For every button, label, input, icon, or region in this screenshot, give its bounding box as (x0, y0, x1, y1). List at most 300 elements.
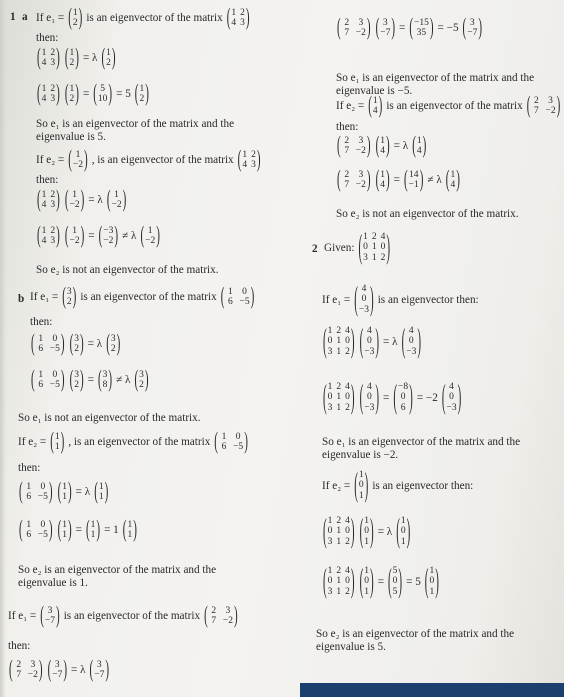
matrix-entry: 3 (102, 370, 108, 380)
vector (122, 517, 138, 544)
rhs-label: = λ (71, 664, 86, 677)
rhs-label: = λ (377, 525, 393, 538)
rhs-label: ≠ λ (116, 374, 131, 387)
left-paren: ( (462, 15, 467, 42)
matrix-entry: 5 (392, 586, 398, 597)
matrix-entry: 1 (106, 48, 111, 58)
matrix-entry: −3 (358, 304, 370, 315)
concl-c2-2: eigenvalue is 5. (316, 641, 386, 653)
matrix-entry: 7 (534, 106, 539, 117)
matrix-entry: 4 (408, 326, 414, 336)
right-paren: ) (350, 323, 355, 361)
matrix (336, 167, 372, 194)
matrix-entry: 1 (62, 530, 67, 541)
matrix-entry: 6 (26, 492, 32, 503)
eq-c1-2 (322, 379, 462, 417)
left-paren: ( (401, 323, 406, 361)
matrix-cells (24, 482, 48, 503)
matrix-entry: 0 (52, 370, 58, 380)
result-vector (392, 379, 413, 417)
matrix-entry: 3 (358, 136, 364, 146)
matrix-entry: 2 (66, 297, 72, 308)
matrix-entry: 1 (114, 190, 119, 200)
matrix (30, 331, 66, 358)
right-paren: ) (60, 367, 65, 394)
right-paren: ) (366, 133, 371, 160)
matrix-entry: 5 (100, 84, 106, 94)
left-paren: ( (526, 93, 531, 120)
vector (359, 323, 380, 361)
matrix-entry: 2 (139, 94, 145, 105)
matrix-entry: 2 (345, 536, 350, 547)
matrix-entry: 3 (66, 287, 72, 297)
stmt-lead: If e₁ = (36, 12, 65, 25)
vector (353, 281, 374, 319)
left-paren: ( (31, 367, 35, 394)
matrix-entry: 0 (366, 336, 372, 347)
stmt-tail: is an eigenvector of the matrix (63, 610, 201, 623)
matrix-cells (42, 84, 56, 105)
matrix-3x3 (322, 323, 356, 361)
left-paren: ( (69, 367, 74, 394)
matrix-entry: 7 (16, 670, 22, 681)
matrix-entry: 1 (127, 530, 133, 541)
matrix-entry: 4 (345, 516, 350, 526)
matrix-entry: 1 (147, 226, 153, 236)
matrix (203, 603, 239, 630)
matrix-entry: 6 (228, 297, 233, 308)
left-paren: ( (40, 603, 44, 630)
matrix-entry: 2 (69, 58, 75, 69)
matrix-entry: 6 (400, 402, 406, 413)
matrix-entry: 1 (26, 482, 32, 492)
matrix-cells (364, 382, 374, 413)
matrix-entry: 6 (38, 344, 44, 355)
matrix-entry: 4 (41, 94, 47, 105)
matrix-entry: 4 (372, 106, 378, 117)
left-paren: ( (9, 657, 13, 684)
left-paren: ( (89, 657, 94, 684)
matrix-entry: 3 (74, 370, 79, 380)
matrix-entry: 1 (336, 586, 342, 597)
matrix-entry: 1 (72, 190, 77, 200)
left-paren: ( (64, 81, 69, 108)
matrix-entry: 6 (221, 442, 227, 453)
vector (462, 15, 483, 42)
eq-b4-2 (336, 167, 461, 194)
stmt-b2 (18, 429, 249, 456)
left-paren: ( (101, 45, 106, 72)
left-paren: ( (97, 367, 102, 394)
stmt-lead: If e₂ = (18, 436, 47, 449)
right-paren: ) (84, 147, 88, 174)
right-paren: ) (385, 167, 390, 194)
matrix-entry: 8 (102, 380, 108, 391)
matrix-entry: 2 (345, 346, 350, 357)
matrix-cells (70, 190, 80, 211)
matrix-entry: 3 (327, 586, 333, 597)
matrix-entry: 1 (139, 84, 145, 94)
matrix-entry: 1 (364, 586, 370, 597)
right-paren: ) (406, 513, 411, 551)
matrix-cells (36, 370, 60, 391)
matrix-entry: 1 (62, 520, 67, 530)
matrix-entry: 1 (221, 432, 227, 442)
concl-b3-1: So e₁ is an eigenvector of the matrix and the (336, 72, 535, 84)
matrix-entry: 1 (429, 586, 435, 597)
left-paren: ( (85, 517, 90, 544)
matrix-entry: 0 (327, 576, 333, 587)
stmt-lead: If e₂ = (322, 479, 351, 492)
right-paren: ) (75, 81, 79, 108)
matrix-entry: 3 (50, 94, 56, 105)
concl-c2-1: So e₂ is an eigenvector of the matrix and the (316, 628, 515, 640)
matrix-cells (42, 226, 56, 247)
matrix-entry: 3 (96, 660, 102, 670)
rhs-label: = 5 (406, 575, 421, 588)
right-paren: ) (133, 517, 137, 544)
matrix-entry: 2 (50, 190, 56, 200)
concl-a1-2: eigenvalue is 5. (36, 131, 106, 143)
matrix-entry: 1 (69, 84, 75, 94)
matrix-entry: 1 (364, 516, 370, 526)
rhs-label: ≠ λ (427, 174, 442, 187)
right-paren: ) (104, 479, 109, 506)
vector (375, 15, 396, 42)
equals: = (377, 575, 384, 588)
result-vector (92, 81, 113, 108)
matrix-entry: 1 (98, 482, 104, 492)
matrix-entry: 0 (392, 576, 398, 587)
matrix (8, 657, 44, 684)
matrix-cells (98, 84, 108, 105)
left-paren: ( (37, 45, 41, 72)
matrix-entry: 2 (336, 566, 342, 576)
matrix-entry: 0 (345, 392, 350, 403)
matrix-cells (328, 516, 350, 547)
right-paren: ) (72, 284, 77, 311)
vector (441, 379, 462, 417)
matrix-cells (73, 150, 83, 171)
matrix-entry: 3 (469, 18, 475, 28)
matrix-cells (209, 606, 233, 627)
matrix-entry: 4 (380, 180, 385, 191)
matrix-entry: −2 (69, 200, 80, 211)
left-paren: ( (50, 429, 54, 456)
vector (106, 187, 127, 214)
right-paren: ) (419, 167, 424, 194)
matrix-entry: 2 (344, 170, 350, 180)
matrix-entry: 7 (344, 180, 350, 191)
vector (67, 147, 88, 174)
matrix-cells (94, 660, 104, 681)
left-paren: ( (57, 517, 62, 544)
matrix-entry: 1 (400, 536, 406, 547)
matrix-entry: 1 (54, 432, 60, 442)
left-paren: ( (93, 81, 97, 108)
left-paren: ( (220, 284, 225, 311)
rhs-label: ≠ λ (122, 230, 137, 243)
left-paren: ( (375, 167, 380, 194)
matrix-entry: 1 (90, 520, 96, 530)
matrix-entry: 1 (364, 566, 370, 576)
vector (375, 167, 391, 194)
eq-b4-1 (336, 133, 427, 160)
matrix-cells (328, 382, 350, 413)
matrix-entry: −2 (27, 670, 38, 681)
matrix-cells (24, 520, 48, 541)
stmt-b3 (8, 603, 239, 630)
matrix-entry: 0 (40, 520, 46, 530)
left-paren: ( (37, 187, 41, 214)
matrix-entry: 1 (72, 8, 78, 18)
vector (395, 513, 411, 551)
matrix-entry: 5 (392, 566, 398, 576)
right-paren: ) (350, 563, 355, 601)
right-paren: ) (56, 603, 60, 630)
stmt-a2 (36, 147, 262, 174)
left-paren: ( (68, 147, 72, 174)
stmt-b1 (30, 284, 255, 311)
left-paren: ( (412, 133, 416, 160)
matrix-entry: −3 (364, 346, 375, 357)
left-paren: ( (358, 229, 363, 267)
stmt-lead: If e₂ = (336, 100, 365, 113)
vector (105, 331, 121, 358)
matrix-entry: 1 (429, 566, 435, 576)
left-paren: ( (106, 187, 111, 214)
concl-b4: So e₂ is not an eigenvector of the matrix. (336, 208, 519, 220)
matrix-cells (70, 226, 80, 247)
rhs-label: = 1 (104, 524, 119, 537)
matrix-entry: 1 (327, 566, 333, 576)
matrix-entry: 4 (366, 382, 372, 392)
right-paren: ) (370, 563, 374, 601)
matrix-entry: 2 (371, 232, 377, 242)
matrix-entry: 1 (41, 84, 47, 94)
left-paren: ( (37, 81, 41, 108)
vector (57, 479, 73, 506)
matrix-entry: 1 (336, 346, 342, 357)
right-paren: ) (435, 563, 439, 601)
rhs-label: = −2 (416, 391, 438, 404)
left-paren: ( (98, 223, 103, 250)
equals: = (82, 88, 90, 101)
matrix-entry: −5 (233, 442, 244, 453)
left-paren: ( (354, 281, 358, 319)
matrix-entry: 2 (380, 252, 386, 263)
matrix-entry: 1 (69, 48, 75, 58)
left-paren: ( (226, 5, 231, 32)
matrix-entry: 1 (336, 402, 342, 413)
left-paren: ( (122, 517, 127, 544)
matrix-cells (414, 18, 429, 39)
rhs-label: = λ (75, 486, 91, 499)
left-paren: ( (134, 81, 139, 108)
concl-b2-1: So e₂ is an eigenvector of the matrix and the (18, 564, 217, 576)
right-paren: ) (60, 331, 65, 358)
matrix-entry: −2 (355, 28, 366, 39)
left-paren: ( (375, 133, 380, 160)
matrix-entry: 1 (416, 136, 422, 146)
matrix-entry: 2 (110, 344, 116, 355)
left-paren: ( (424, 563, 429, 601)
matrix-entry: 1 (54, 442, 60, 453)
matrix-entry: 2 (336, 326, 342, 336)
matrix-entry: 2 (336, 516, 342, 526)
matrix-entry: 3 (54, 660, 60, 670)
matrix-entry: 1 (380, 170, 385, 180)
vector (359, 513, 375, 551)
matrix-entry: −15 (414, 18, 429, 28)
matrix (336, 15, 372, 42)
right-paren: ) (256, 147, 261, 174)
matrix-cells (52, 660, 62, 681)
right-paren: ) (80, 187, 85, 214)
matrix-entry: 14 (408, 170, 419, 180)
right-paren: ) (386, 229, 391, 267)
eq-a2-2 (36, 223, 161, 250)
right-paren: ) (350, 379, 355, 417)
vector (64, 223, 85, 250)
right-paren: ) (398, 563, 403, 601)
stmt-lead: If e₂ = (36, 154, 65, 167)
matrix-entry: 2 (74, 380, 79, 391)
matrix-entry: 4 (380, 232, 386, 242)
left-paren: ( (140, 223, 145, 250)
vector (93, 479, 109, 506)
matrix-entry: 7 (211, 616, 217, 627)
rhs-label: = λ (383, 335, 398, 348)
equals: = (399, 22, 406, 35)
matrix-entry: 1 (62, 492, 67, 503)
matrix-cells (342, 170, 366, 191)
eq-b3-1 (8, 657, 110, 684)
right-paren: ) (79, 331, 84, 358)
eq-b2-2 (18, 517, 138, 544)
matrix-cells (363, 232, 385, 263)
matrix-entry: 3 (327, 402, 333, 413)
right-paren: ) (375, 379, 380, 417)
matrix-cells (103, 226, 113, 247)
matrix-entry: 1 (363, 232, 368, 242)
matrix-entry: 35 (416, 28, 427, 39)
matrix-cells (380, 18, 390, 39)
left-paren: ( (359, 323, 364, 361)
matrix-entry: 2 (74, 344, 79, 355)
rhs-label: = λ (87, 338, 103, 351)
matrix-entry: 1 (90, 530, 96, 541)
right-paren: ) (385, 133, 390, 160)
matrix-entry: 4 (242, 160, 248, 171)
matrix-entry: −7 (94, 670, 105, 681)
rhs-label: = λ (82, 52, 98, 65)
vector (401, 323, 422, 361)
left-paren: ( (47, 657, 52, 684)
right-paren: ) (456, 167, 460, 194)
eq-b3-2 (336, 15, 483, 42)
matrix-entry: 1 (38, 334, 44, 344)
left-paren: ( (359, 513, 364, 551)
vector (134, 81, 150, 108)
right-paren: ) (350, 513, 355, 551)
left-paren: ( (388, 563, 392, 601)
right-paren: ) (114, 223, 119, 250)
matrix-entry: 2 (72, 18, 78, 29)
matrix-entry: 4 (345, 326, 350, 336)
matrix-entry: −2 (355, 146, 366, 157)
matrix-entry: 2 (336, 382, 342, 392)
eq-b1-2 (30, 367, 150, 394)
matrix-entry: −5 (37, 492, 48, 503)
eq-b2-1 (18, 479, 109, 506)
matrix-entry: 0 (361, 294, 367, 305)
matrix-entry: 1 (62, 482, 67, 492)
concl-b2-2: eigenvalue is 1. (18, 577, 88, 589)
right-paren: ) (78, 5, 83, 32)
vector (61, 284, 77, 311)
left-paren: ( (64, 45, 69, 72)
matrix-entry: 4 (345, 382, 350, 392)
matrix-entry: −2 (72, 160, 84, 171)
right-paren: ) (105, 657, 109, 684)
left-paren: ( (37, 223, 41, 250)
vector (424, 563, 440, 601)
matrix-entry: 3 (139, 370, 144, 380)
left-paren: ( (323, 513, 327, 551)
equals: = (88, 230, 95, 243)
matrix-entry: −1 (408, 180, 419, 191)
matrix-cells (359, 284, 369, 315)
then-label: then: (30, 316, 53, 328)
matrix-entry: 0 (345, 576, 350, 587)
stmt-c2 (322, 467, 474, 505)
right-paren: ) (156, 223, 160, 250)
matrix-entry: 1 (450, 170, 456, 180)
given-label: Given: (324, 241, 355, 254)
right-paren: ) (366, 167, 371, 194)
part-a-label: a (22, 11, 28, 23)
matrix-entry: 3 (110, 334, 116, 344)
matrix-entry: 3 (251, 160, 256, 171)
right-paren: ) (233, 603, 238, 630)
left-paren: ( (94, 479, 98, 506)
rhs-label: = λ (88, 194, 103, 207)
result-vector (408, 15, 434, 42)
left-paren: ( (106, 331, 110, 358)
matrix-entry: 0 (327, 392, 333, 403)
concl-c1-2: eigenvalue is −2. (322, 449, 399, 461)
rhs-label: = 5 (116, 88, 131, 101)
vector (39, 603, 60, 630)
matrix-entry: 1 (336, 536, 342, 547)
matrix-entry: 1 (98, 492, 104, 503)
right-paren: ) (108, 81, 113, 108)
matrix-entry: −2 (145, 236, 156, 247)
matrix-entry: 3 (47, 606, 53, 616)
matrix-cells (112, 190, 122, 211)
eq-a2-1 (36, 187, 127, 214)
right-paren: ) (417, 323, 422, 361)
matrix-entry: 1 (327, 516, 333, 526)
left-paren: ( (69, 331, 74, 358)
right-paren: ) (144, 367, 149, 394)
right-paren: ) (122, 187, 127, 214)
matrix-3x3 (322, 513, 356, 551)
page-shadow (0, 0, 6, 697)
left-paren: ( (323, 323, 327, 361)
matrix-cells (409, 170, 419, 191)
